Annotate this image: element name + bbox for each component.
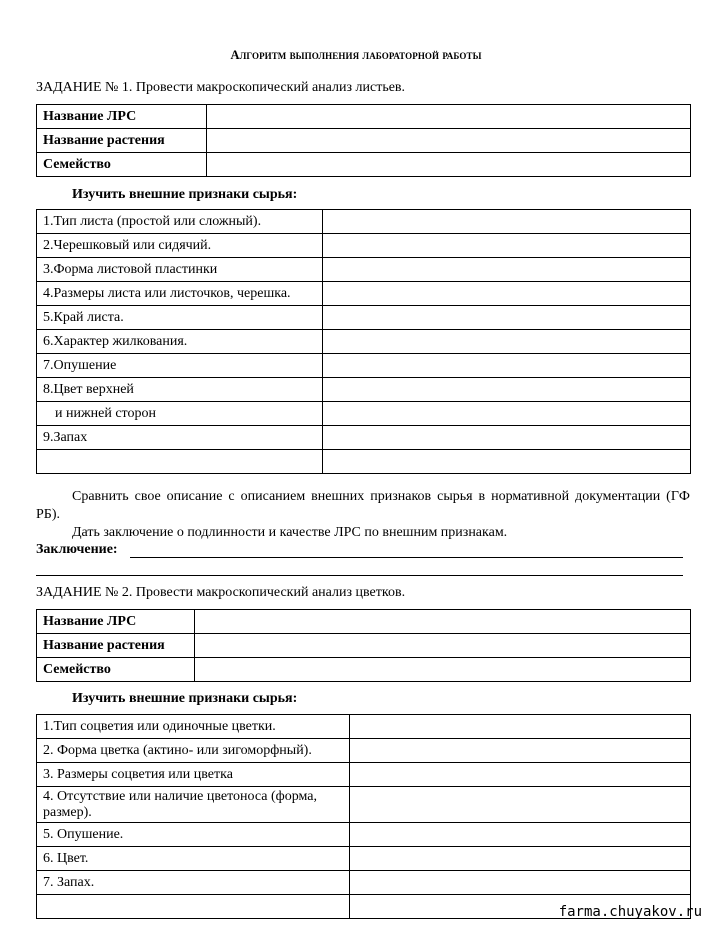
feature-label — [37, 895, 350, 919]
feature-value-cell[interactable] — [323, 234, 691, 258]
info-label: Семейство — [37, 153, 207, 177]
feature-value-cell[interactable] — [323, 426, 691, 450]
task2-info-table — [36, 609, 691, 682]
feature-label: 5.Край листа. — [37, 306, 323, 330]
compare-text: Сравнить свое описание с описанием внешних признаков сырья в нормативной документации (ГФ РБ). — [36, 489, 690, 522]
info-value-cell[interactable] — [207, 105, 691, 129]
feature-label: 3.Форма листовой пластинки — [37, 258, 323, 282]
task2-features-heading: Изучить внешние признаки сырья: — [72, 691, 298, 706]
feature-value-cell[interactable] — [350, 847, 691, 871]
feature-label: 6. Цвет. — [37, 847, 350, 871]
feature-label: и нижней сторон — [37, 402, 323, 426]
task1-heading: ЗАДАНИЕ № 1. Провести макроскопический анализ листьев. — [36, 80, 406, 95]
info-value-cell[interactable] — [207, 129, 691, 153]
task1-info-table — [36, 104, 691, 177]
feature-value-cell[interactable] — [323, 282, 691, 306]
task1-features-table — [36, 209, 691, 474]
feature-value-cell[interactable] — [350, 871, 691, 895]
feature-label: 1.Тип соцветия или одиночные цветки. — [37, 715, 350, 739]
info-label: Название ЛРС — [37, 610, 195, 634]
info-label: Название растения — [37, 129, 207, 153]
feature-label: 1.Тип листа (простой или сложный). — [37, 210, 323, 234]
feature-label: 2. Форма цветка (актино- или зигоморфный). — [37, 739, 350, 763]
feature-value-cell[interactable] — [350, 823, 691, 847]
page-title: Алгоритм выполнения лабораторной работы — [230, 48, 482, 62]
feature-value-cell[interactable] — [323, 306, 691, 330]
info-value-cell[interactable] — [195, 610, 691, 634]
conclusion-instruction: Дать заключение о подлинности и качестве ЛРС по внешним признакам. — [72, 525, 508, 540]
info-value-cell[interactable] — [195, 658, 691, 682]
feature-value-cell[interactable] — [350, 787, 691, 823]
info-label: Название ЛРС — [37, 105, 207, 129]
feature-value-cell[interactable] — [350, 763, 691, 787]
feature-label: 9.Запах — [37, 426, 323, 450]
task2-features-table — [36, 714, 691, 919]
feature-value-cell[interactable] — [323, 330, 691, 354]
feature-label: 2.Черешковый или сидячий. — [37, 234, 323, 258]
feature-value-cell[interactable] — [350, 715, 691, 739]
feature-label: 4.Размеры листа или листочков, черешка. — [37, 282, 323, 306]
conclusion-label: Заключение: — [36, 542, 118, 557]
feature-label: 7. Запах. — [37, 871, 350, 895]
feature-label: 3. Размеры соцветия или цветка — [37, 763, 350, 787]
feature-value-cell[interactable] — [323, 354, 691, 378]
feature-label: 4. Отсутствие или наличие цветоноса (форма, размер). — [37, 787, 350, 823]
feature-label: 8.Цвет верхней — [37, 378, 323, 402]
conclusion-line[interactable] — [130, 557, 683, 558]
watermark: farma.chuyakov.ru — [558, 904, 702, 920]
feature-value-cell[interactable] — [350, 739, 691, 763]
feature-value-cell[interactable] — [323, 450, 691, 474]
info-label: Название растения — [37, 634, 195, 658]
feature-value-cell[interactable] — [323, 210, 691, 234]
conclusion-line-2[interactable] — [36, 575, 683, 576]
info-label: Семейство — [37, 658, 195, 682]
feature-value-cell[interactable] — [323, 378, 691, 402]
task1-features-heading: Изучить внешние признаки сырья: — [72, 187, 298, 202]
feature-label: 5. Опушение. — [37, 823, 350, 847]
feature-label: 7.Опушение — [37, 354, 323, 378]
info-value-cell[interactable] — [207, 153, 691, 177]
info-value-cell[interactable] — [195, 634, 691, 658]
task1-instructions — [36, 488, 690, 542]
task2-heading: ЗАДАНИЕ № 2. Провести макроскопический анализ цветков. — [36, 585, 406, 600]
feature-value-cell[interactable] — [323, 258, 691, 282]
feature-label — [37, 450, 323, 474]
feature-label: 6.Характер жилкования. — [37, 330, 323, 354]
feature-value-cell[interactable] — [323, 402, 691, 426]
